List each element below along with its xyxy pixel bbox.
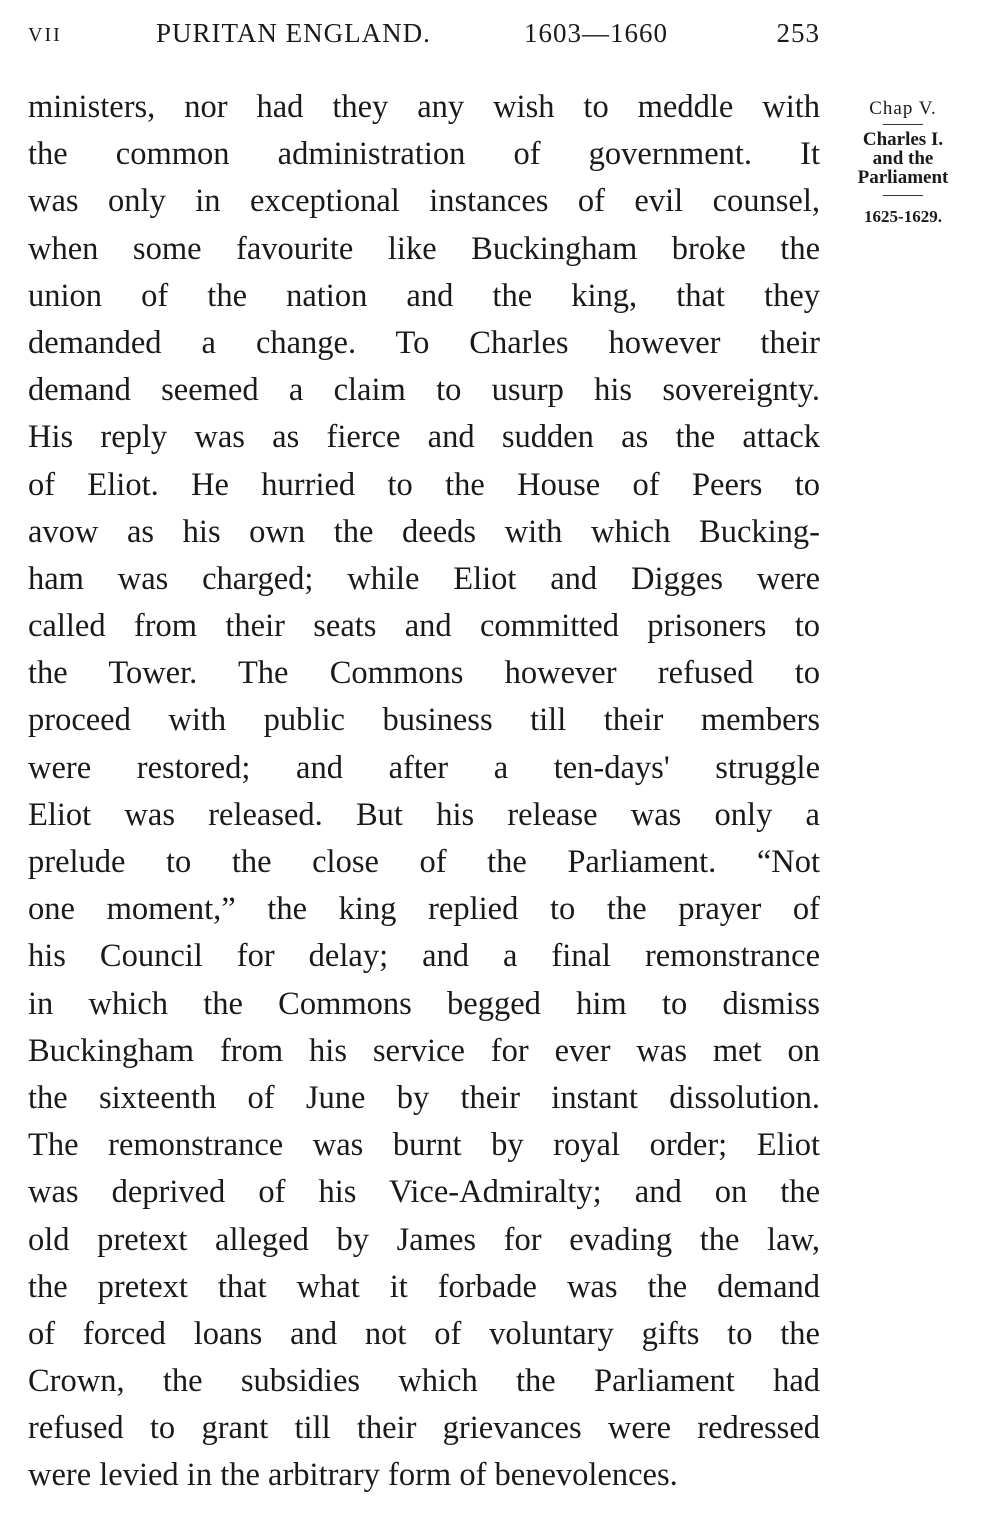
text-line: of Eliot. He hurried to the House of Peers to [28,466,820,503]
text-line: were restored; and after a ten-days' struggle [28,749,820,786]
text-line: ham was charged; while Eliot and Digges were [28,560,820,597]
text-line: demand seemed a claim to usurp his sovereignty. [28,372,820,409]
text-line: the Tower. The Commons however refused to [28,655,820,692]
text-line: was deprived of his Vice-Admiralty; and on the [28,1174,820,1211]
text-line: demanded a change. To Charles however their [28,324,820,361]
page-number: 253 [776,18,820,48]
text-line: of forced loans and not of voluntary gifts to the [28,1315,820,1352]
text-line: Crown, the subsidies which the Parliament had [28,1363,820,1400]
margin-heading-line: and the [872,148,934,169]
text-line: Eliot was released. But his release was only a [28,796,820,833]
text-line: prelude to the close of the Parliament. “Not [28,844,820,880]
body-text [28,84,820,1500]
text-line: The remonstrance was burnt by royal order; Eliot [28,1127,820,1164]
text-line: when some favourite like Buckingham broke the [28,230,820,267]
book-title: PURITAN ENGLAND. [156,18,431,48]
text-line: the common administration of government. It [28,136,820,173]
text-line: Buckingham from his service for ever was met on [28,1032,820,1069]
text-line: old pretext alleged by James for evading the law, [28,1221,820,1258]
text-line: proceed with public business till their members [28,702,820,739]
text-line: ministers, nor had they any wish to meddle with [28,89,820,125]
margin-note [828,94,978,232]
text-line: refused to grant till their grievances were redressed [28,1410,820,1447]
text-line: his Council for delay; and a final remonstrance [28,938,820,975]
text-line: were levied in the arbitrary form of benevolences. [28,1457,678,1494]
text-line: called from their seats and committed prisoners to [28,608,820,645]
book-dates: 1603—1660 [524,18,668,48]
margin-years: 1625-1629. [864,207,942,226]
margin-chapter: Chap V. [869,98,937,119]
running-head [28,18,820,54]
text-line: His reply was as fierce and sudden as the attack [28,419,820,456]
margin-heading [828,125,978,195]
text-line: in which the Commons begged him to dismiss [28,985,820,1022]
text-line: the sixteenth of June by their instant dissolution. [28,1079,820,1116]
text-line: the pretext that what it forbade was the demand [28,1268,820,1305]
text-line: was only in exceptional instances of evil counsel, [28,183,820,220]
text-line: union of the nation and the king, that they [28,277,820,314]
text-line: avow as his own the deeds with which Bucking- [28,513,820,550]
text-line: one moment,” the king replied to the prayer of [28,891,820,928]
margin-heading-line: Charles I. [862,129,944,150]
margin-heading-line: Parliament [857,167,949,188]
chapter-number: VII [28,24,62,46]
